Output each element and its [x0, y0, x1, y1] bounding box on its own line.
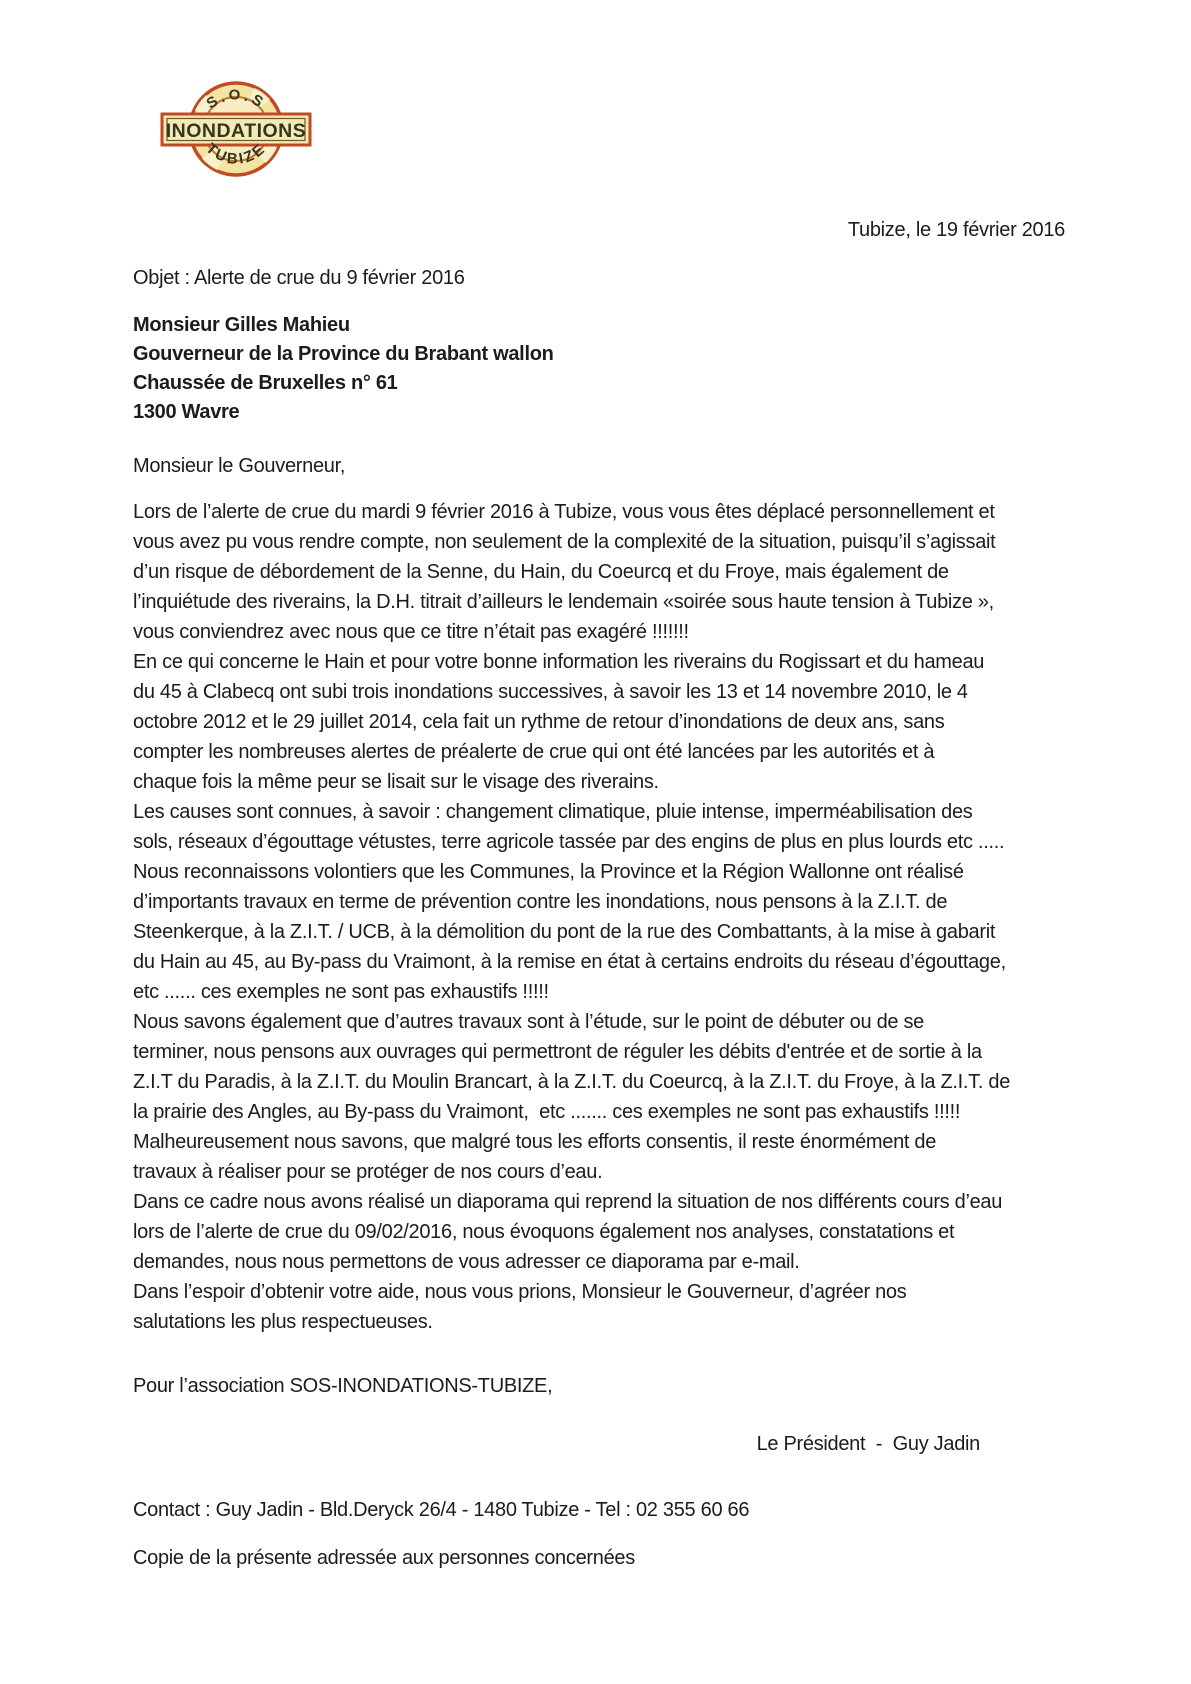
body-line: du Hain au 45, au By-pass du Vraimont, à la remise en état à certains endroits du réseau d’égouttage,: [133, 951, 1006, 973]
signature-line: Le Président - Guy Jadin: [756, 1433, 980, 1455]
body-line: d’un risque de débordement de la Senne, du Hain, du Coeurcq et du Froye, mais également de: [133, 561, 949, 583]
body-line: demandes, nous nous permettons de vous adresser ce diaporama par e-mail.: [133, 1251, 800, 1273]
body-line: Dans ce cadre nous avons réalisé un diaporama qui reprend la situation de nos différents cours d’eau: [133, 1191, 1003, 1213]
recipient-line: Gouverneur de la Province du Brabant wallon: [133, 343, 554, 365]
body-line: l’inquiétude des riverains, la D.H. titrait d’ailleurs le lendemain «soirée sous haute tension à Tubize »,: [133, 591, 994, 613]
date-line: Tubize, le 19 février 2016: [847, 219, 1065, 241]
body-line: Z.I.T du Paradis, à la Z.I.T. du Moulin Brancart, à la Z.I.T. du Coeurcq, à la Z.I.T. du Froye, à la Z.I.T. de: [133, 1071, 1011, 1093]
body-line: compter les nombreuses alertes de préalerte de crue qui ont été lancées par les autorités et à: [133, 741, 935, 763]
contact-line: Contact : Guy Jadin - Bld.Deryck 26/4 - 1480 Tubize - Tel : 02 355 60 66: [133, 1499, 750, 1521]
body-line: d’importants travaux en terme de prévention contre les inondations, nous pensons à la Z.I.T. de: [133, 891, 948, 913]
recipient-line: 1300 Wavre: [133, 401, 240, 423]
body-line: Lors de l’alerte de crue du mardi 9 février 2016 à Tubize, vous vous êtes déplacé personnellement et: [133, 501, 995, 523]
body-line: du 45 à Clabecq ont subi trois inondations successives, à savoir les 13 et 14 novembre 2010, le 4: [133, 681, 968, 703]
body-line: terminer, nous pensons aux ouvrages qui permettront de réguler les débits d'entrée et de sortie à la: [133, 1041, 982, 1063]
recipient-block: [133, 311, 1065, 427]
body-line: la prairie des Angles, au By-pass du Vraimont, etc ....... ces exemples ne sont pas exhaustifs !!!!!: [133, 1101, 961, 1123]
subject-line: Objet : Alerte de crue du 9 février 2016: [133, 267, 465, 289]
logo-sos-text: S.O.S: [203, 86, 269, 113]
body-line: Nous reconnaissons volontiers que les Communes, la Province et la Région Wallonne ont réalisé: [133, 861, 964, 883]
body-line: chaque fois la même peur se lisait sur le visage des riverains.: [133, 771, 659, 793]
copy-note: Copie de la présente adressée aux personnes concernées: [133, 1547, 635, 1569]
letter-content: [133, 215, 1065, 1573]
logo-banner-text: INONDATIONS: [165, 120, 307, 142]
body-line: Steenkerque, à la Z.I.T. / UCB, à la démolition du pont de la rue des Combattants, à la mise à gabarit: [133, 921, 996, 943]
body-line: salutations les plus respectueuses.: [133, 1311, 433, 1333]
logo-city-text: TUBIZE: [202, 139, 270, 168]
body-line: travaux à réaliser pour se protéger de nos cours d’eau.: [133, 1161, 603, 1183]
body-line: lors de l’alerte de crue du 09/02/2016, nous évoquons également nos analyses, constatations et: [133, 1221, 955, 1243]
recipient-line: Monsieur Gilles Mahieu: [133, 314, 350, 336]
lifebuoy-logo-icon: [158, 70, 314, 190]
body-line: etc ...... ces exemples ne sont pas exhaustifs !!!!!: [133, 981, 549, 1003]
body-line: vous conviendrez avec nous que ce titre n’était pas exagéré !!!!!!!: [133, 621, 689, 643]
body-line: vous avez pu vous rendre compte, non seulement de la complexité de la situation, puisqu’il s’agissait: [133, 531, 996, 553]
body-line: Nous savons également que d’autres travaux sont à l’étude, sur le point de débuter ou de se: [133, 1011, 925, 1033]
body-line: sols, réseaux d’égouttage vétustes, terre agricole tassée par des engins de plus en plus lourds etc .....: [133, 831, 1005, 853]
body-line: En ce qui concerne le Hain et pour votre bonne information les riverains du Rogissart et du hameau: [133, 651, 985, 673]
body-paragraphs: [133, 497, 1065, 1337]
recipient-line: Chaussée de Bruxelles n° 61: [133, 372, 398, 394]
body-line: Malheureusement nous savons, que malgré tous les efforts consentis, il reste énormément de: [133, 1131, 937, 1153]
association-line: Pour l’association SOS-INONDATIONS-TUBIZE,: [133, 1375, 553, 1397]
body-line: Les causes sont connues, à savoir : changement climatique, pluie intense, imperméabilisation des: [133, 801, 973, 823]
sos-inondations-tubize-logo: [158, 70, 314, 190]
body-line: octobre 2012 et le 29 juillet 2014, cela fait un rythme de retour d’inondations de deux ans, sans: [133, 711, 945, 733]
salutation: Monsieur le Gouverneur,: [133, 455, 346, 477]
body-line: Dans l’espoir d’obtenir votre aide, nous vous prions, Monsieur le Gouverneur, d’agréer nos: [133, 1281, 907, 1303]
